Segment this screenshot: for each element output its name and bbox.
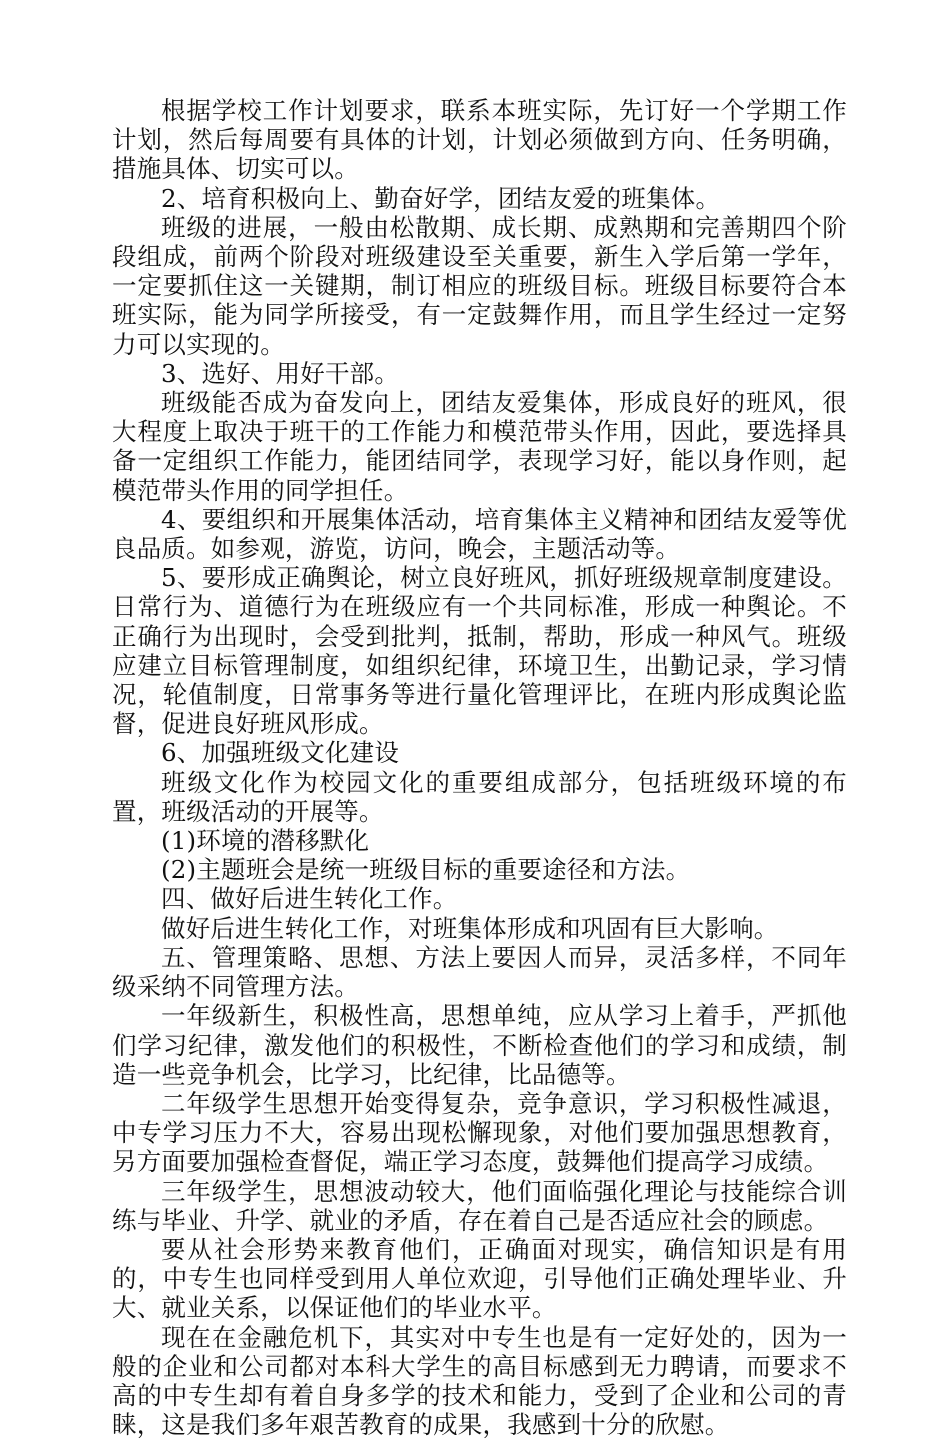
paragraph: 4、要组织和开展集体活动，培育集体主义精神和团结友爱等优良品质。如参观，游览，访问，晚会，主题活动等。 [112, 504, 847, 564]
paragraph: (2)主题班会是统一班级目标的重要途径和方法。 [161, 855, 691, 885]
paragraph: 5、要形成正确舆论，树立良好班风，抓好班级规章制度建设。日常行为、道德行为在班级应有一个共同标准，形成一种舆论。不正确行为出现时，会受到批判，抵制，帮助，形成一种风气。班级应建立目标管理制度，如组织纪律，环境卫生，出勤记录，学习情况，轮值制度，日常事务等进行量化管理评比，在班内形成舆论监督，促进良好班风形成。 [112, 563, 847, 739]
paragraph: (1)环境的潜移默化 [161, 826, 370, 856]
paragraph: 一年级新生，积极性高，思想单纯，应从学习上着手，严抓他们学习纪律，激发他们的积极性，不断检查他们的学习和成绩，制造一些竞争机会，比学习，比纪律，比品德等。 [112, 1001, 847, 1089]
paragraph: 现在在金融危机下，其实对中专生也是有一定好处的，因为一般的企业和公司都对本科大学生的高目标感到无力聘请，而要求不高的中专生却有着自身多学的技术和能力，受到了企业和公司的青睐，这是我们多年艰苦教育的成果，我感到十分的欣慰。 [112, 1322, 847, 1439]
paragraph: 6、加强班级文化建设 [161, 738, 400, 768]
paragraph: 四、做好后进生转化工作。 [161, 884, 458, 914]
paragraph: 二年级学生思想开始变得复杂，竞争意识，学习积极性减退，中专学习压力不大，容易出现松懈现象，对他们要加强思想教育，另方面要加强检查督促，端正学习态度，鼓舞他们提高学习成绩。 [112, 1088, 847, 1177]
paragraph: 3、选好、用好干部。 [161, 358, 400, 388]
paragraph: 班级能否成为奋发向上，团结友爱集体，形成良好的班风，很大程度上取决于班干的工作能力和模范带头作用，因此，要选择具备一定组织工作能力，能团结同学，表现学习好，能以身作则，起模范带头作用的同学担任。 [112, 388, 847, 505]
paragraph: 根据学校工作计划要求，联系本班实际，先订好一个学期工作计划，然后每周要有具体的计划，计划必须做到方向、任务明确，措施具体、切实可以。 [112, 96, 847, 184]
paragraph: 2、培育积极向上、勤奋好学，团结友爱的班集体。 [161, 183, 721, 213]
paragraph: 要从社会形势来教育他们，正确面对现实，确信知识是有用的，中专生也同样受到用人单位欢迎，引导他们正确处理毕业、升大、就业关系，以保证他们的毕业水平。 [112, 1234, 847, 1323]
paragraph: 班级文化作为校园文化的重要组成部分，包括班级环境的布置，班级活动的开展等。 [112, 767, 847, 826]
paragraph: 五、管理策略、思想、方法上要因人而异，灵活多样，不同年级采纳不同管理方法。 [112, 942, 847, 1002]
document-body [112, 96, 847, 1439]
paragraph: 三年级学生，思想波动较大，他们面临强化理论与技能综合训练与毕业、升学、就业的矛盾，存在着自己是否适应社会的顾虑。 [112, 1176, 847, 1235]
paragraph: 做好后进生转化工作，对班集体形成和巩固有巨大影响。 [161, 913, 779, 943]
paragraph: 班级的进展，一般由松散期、成长期、成熟期和完善期四个阶段组成，前两个阶段对班级建设至关重要，新生入学后第一学年，一定要抓住这一关键期，制订相应的班级目标。班级目标要符合本班实际，能为同学所接受，有一定鼓舞作用，而且学生经过一定努力可以实现的。 [112, 212, 847, 359]
